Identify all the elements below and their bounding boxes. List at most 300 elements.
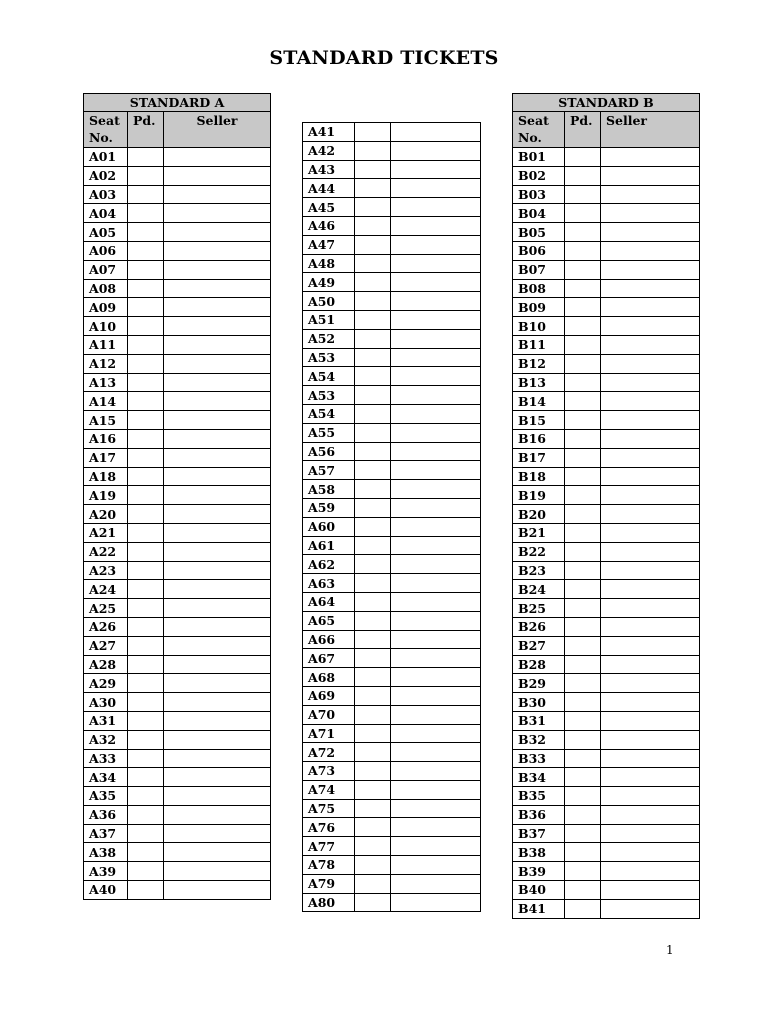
- seat-number-cell: B18: [513, 467, 565, 486]
- seller-cell[interactable]: [601, 899, 700, 918]
- seller-cell[interactable]: [391, 179, 481, 198]
- seller-cell[interactable]: [391, 498, 481, 517]
- table-row: [303, 705, 481, 724]
- paid-cell[interactable]: [565, 223, 601, 242]
- paid-cell[interactable]: [565, 486, 601, 505]
- paid-cell[interactable]: [128, 617, 164, 636]
- paid-cell[interactable]: [355, 818, 391, 837]
- table-row: [303, 893, 481, 912]
- seller-header: Seller: [601, 112, 700, 148]
- paid-cell[interactable]: [565, 580, 601, 599]
- paid-cell[interactable]: [128, 787, 164, 806]
- paid-cell[interactable]: [565, 636, 601, 655]
- seller-cell[interactable]: [164, 279, 271, 298]
- paid-cell[interactable]: [355, 273, 391, 292]
- seller-cell[interactable]: [601, 542, 700, 561]
- seat-number-cell: A48: [303, 254, 355, 273]
- paid-cell[interactable]: [565, 768, 601, 787]
- paid-cell[interactable]: [128, 881, 164, 900]
- seller-cell[interactable]: [391, 123, 481, 142]
- table-row: [303, 799, 481, 818]
- paid-cell[interactable]: [565, 599, 601, 618]
- paid-cell[interactable]: [355, 310, 391, 329]
- paid-cell[interactable]: [128, 768, 164, 787]
- seller-cell[interactable]: [391, 686, 481, 705]
- seller-cell[interactable]: [164, 335, 271, 354]
- paid-cell[interactable]: [355, 536, 391, 555]
- seat-number-cell: A80: [303, 893, 355, 912]
- paid-cell[interactable]: [565, 467, 601, 486]
- paid-cell[interactable]: [128, 674, 164, 693]
- seller-cell[interactable]: [164, 693, 271, 712]
- seller-cell[interactable]: [391, 856, 481, 875]
- seller-cell[interactable]: [391, 762, 481, 781]
- seller-cell[interactable]: [391, 592, 481, 611]
- table-row: [513, 260, 700, 279]
- paid-cell[interactable]: [128, 317, 164, 336]
- paid-cell[interactable]: [128, 693, 164, 712]
- table-row: [513, 843, 700, 862]
- seller-cell[interactable]: [164, 411, 271, 430]
- paid-cell[interactable]: [565, 185, 601, 204]
- seat-number-cell: B40: [513, 881, 565, 900]
- paid-cell[interactable]: [565, 523, 601, 542]
- seller-cell[interactable]: [391, 367, 481, 386]
- table-row: [303, 762, 481, 781]
- paid-cell[interactable]: [355, 686, 391, 705]
- seller-cell[interactable]: [601, 881, 700, 900]
- paid-cell[interactable]: [355, 574, 391, 593]
- seller-cell[interactable]: [601, 448, 700, 467]
- seller-cell[interactable]: [601, 298, 700, 317]
- seat-number-cell: B15: [513, 411, 565, 430]
- seller-cell[interactable]: [391, 574, 481, 593]
- seller-cell[interactable]: [164, 185, 271, 204]
- seller-cell[interactable]: [601, 862, 700, 881]
- paid-cell[interactable]: [565, 429, 601, 448]
- paid-cell[interactable]: [128, 411, 164, 430]
- seller-cell[interactable]: [601, 580, 700, 599]
- paid-cell[interactable]: [355, 743, 391, 762]
- table-row: [513, 787, 700, 806]
- paid-cell[interactable]: [355, 216, 391, 235]
- seller-cell[interactable]: [164, 505, 271, 524]
- paid-cell[interactable]: [565, 881, 601, 900]
- seller-cell[interactable]: [601, 166, 700, 185]
- seller-cell[interactable]: [601, 241, 700, 260]
- seller-cell[interactable]: [391, 799, 481, 818]
- paid-cell[interactable]: [355, 780, 391, 799]
- paid-cell[interactable]: [128, 392, 164, 411]
- paid-cell[interactable]: [565, 862, 601, 881]
- seller-cell[interactable]: [164, 843, 271, 862]
- seller-cell[interactable]: [164, 749, 271, 768]
- paid-cell[interactable]: [128, 185, 164, 204]
- seller-cell[interactable]: [601, 843, 700, 862]
- paid-cell[interactable]: [355, 762, 391, 781]
- seller-cell[interactable]: [391, 423, 481, 442]
- seat-number-cell: A35: [84, 787, 128, 806]
- table-row: [513, 467, 700, 486]
- paid-cell[interactable]: [565, 711, 601, 730]
- paid-cell[interactable]: [128, 542, 164, 561]
- paid-cell[interactable]: [565, 204, 601, 223]
- paid-cell[interactable]: [355, 348, 391, 367]
- seller-cell[interactable]: [391, 310, 481, 329]
- seller-cell[interactable]: [601, 768, 700, 787]
- paid-cell[interactable]: [565, 148, 601, 167]
- seller-cell[interactable]: [164, 580, 271, 599]
- paid-cell[interactable]: [128, 166, 164, 185]
- paid-cell[interactable]: [565, 787, 601, 806]
- paid-cell[interactable]: [128, 279, 164, 298]
- paid-cell[interactable]: [565, 843, 601, 862]
- seller-cell[interactable]: [391, 630, 481, 649]
- seat-number-cell: A09: [84, 298, 128, 317]
- paid-cell[interactable]: [355, 856, 391, 875]
- table-row: [513, 636, 700, 655]
- paid-cell[interactable]: [128, 843, 164, 862]
- seller-cell[interactable]: [164, 768, 271, 787]
- seller-cell[interactable]: [601, 486, 700, 505]
- paid-cell[interactable]: [355, 705, 391, 724]
- seller-cell[interactable]: [601, 693, 700, 712]
- seller-cell[interactable]: [601, 824, 700, 843]
- seller-header: Seller: [164, 112, 271, 148]
- seller-cell[interactable]: [164, 166, 271, 185]
- seller-cell[interactable]: [601, 805, 700, 824]
- paid-cell[interactable]: [355, 442, 391, 461]
- paid-cell[interactable]: [355, 179, 391, 198]
- seller-cell[interactable]: [601, 317, 700, 336]
- table-row: [513, 730, 700, 749]
- table-row: [303, 348, 481, 367]
- seller-cell[interactable]: [601, 561, 700, 580]
- paid-cell[interactable]: [128, 223, 164, 242]
- seller-cell[interactable]: [164, 317, 271, 336]
- paid-cell[interactable]: [128, 523, 164, 542]
- seat-number-cell: A07: [84, 260, 128, 279]
- seller-cell[interactable]: [391, 254, 481, 273]
- paid-cell[interactable]: [355, 555, 391, 574]
- paid-cell[interactable]: [355, 461, 391, 480]
- seat-number-cell: A54: [303, 404, 355, 423]
- paid-cell[interactable]: [565, 674, 601, 693]
- paid-cell[interactable]: [128, 241, 164, 260]
- table-row: [303, 874, 481, 893]
- seller-cell[interactable]: [601, 148, 700, 167]
- seller-cell[interactable]: [601, 467, 700, 486]
- seller-cell[interactable]: [391, 235, 481, 254]
- seller-cell[interactable]: [601, 260, 700, 279]
- seller-cell[interactable]: [164, 599, 271, 618]
- seller-cell[interactable]: [164, 298, 271, 317]
- table-row: [513, 899, 700, 918]
- seat-number-cell: A10: [84, 317, 128, 336]
- seller-cell[interactable]: [391, 724, 481, 743]
- seller-cell[interactable]: [164, 354, 271, 373]
- paid-cell[interactable]: [355, 837, 391, 856]
- seller-cell[interactable]: [601, 749, 700, 768]
- seat-number-cell: A75: [303, 799, 355, 818]
- seat-number-cell: A63: [303, 574, 355, 593]
- seller-cell[interactable]: [164, 448, 271, 467]
- paid-cell[interactable]: [355, 592, 391, 611]
- paid-cell[interactable]: [355, 498, 391, 517]
- paid-cell[interactable]: [565, 542, 601, 561]
- seller-cell[interactable]: [391, 517, 481, 536]
- paid-cell[interactable]: [355, 423, 391, 442]
- seat-number-cell: A71: [303, 724, 355, 743]
- seller-cell[interactable]: [601, 373, 700, 392]
- seller-cell[interactable]: [391, 705, 481, 724]
- seller-cell[interactable]: [164, 674, 271, 693]
- table-row: [84, 373, 271, 392]
- seller-cell[interactable]: [164, 204, 271, 223]
- table-row: [303, 216, 481, 235]
- seller-cell[interactable]: [164, 148, 271, 167]
- paid-cell[interactable]: [355, 630, 391, 649]
- seller-cell[interactable]: [164, 467, 271, 486]
- table-row: [303, 536, 481, 555]
- paid-cell[interactable]: [565, 260, 601, 279]
- paid-cell[interactable]: [565, 241, 601, 260]
- paid-cell[interactable]: [128, 805, 164, 824]
- table-row: [303, 404, 481, 423]
- seller-cell[interactable]: [391, 611, 481, 630]
- seller-cell[interactable]: [391, 348, 481, 367]
- seller-cell[interactable]: [164, 711, 271, 730]
- paid-cell[interactable]: [128, 655, 164, 674]
- seller-cell[interactable]: [164, 617, 271, 636]
- paid-cell[interactable]: [565, 298, 601, 317]
- paid-cell[interactable]: [355, 668, 391, 687]
- seller-cell[interactable]: [601, 599, 700, 618]
- paid-cell[interactable]: [565, 561, 601, 580]
- paid-cell[interactable]: [565, 392, 601, 411]
- table-row: [303, 367, 481, 386]
- seller-cell[interactable]: [164, 429, 271, 448]
- paid-cell[interactable]: [128, 354, 164, 373]
- seller-cell[interactable]: [391, 536, 481, 555]
- seller-cell[interactable]: [391, 141, 481, 160]
- seller-cell[interactable]: [601, 223, 700, 242]
- paid-cell[interactable]: [355, 254, 391, 273]
- seller-cell[interactable]: [164, 862, 271, 881]
- seller-cell[interactable]: [391, 273, 481, 292]
- seller-cell[interactable]: [164, 373, 271, 392]
- paid-cell[interactable]: [128, 429, 164, 448]
- paid-cell[interactable]: [565, 693, 601, 712]
- paid-cell[interactable]: [128, 749, 164, 768]
- paid-cell[interactable]: [128, 505, 164, 524]
- paid-cell[interactable]: [565, 505, 601, 524]
- table-row: [303, 123, 481, 142]
- seller-cell[interactable]: [164, 636, 271, 655]
- seller-cell[interactable]: [391, 329, 481, 348]
- seller-cell[interactable]: [391, 216, 481, 235]
- seller-cell[interactable]: [601, 674, 700, 693]
- paid-cell[interactable]: [355, 874, 391, 893]
- seller-cell[interactable]: [391, 198, 481, 217]
- table-row: [303, 442, 481, 461]
- seller-cell[interactable]: [164, 523, 271, 542]
- seller-cell[interactable]: [164, 542, 271, 561]
- paid-cell[interactable]: [565, 373, 601, 392]
- seller-cell[interactable]: [391, 893, 481, 912]
- seller-cell[interactable]: [391, 837, 481, 856]
- paid-cell[interactable]: [355, 724, 391, 743]
- paid-cell[interactable]: [128, 260, 164, 279]
- paid-cell[interactable]: [565, 448, 601, 467]
- seller-cell[interactable]: [391, 292, 481, 311]
- seat-number-cell: A04: [84, 204, 128, 223]
- paid-cell[interactable]: [565, 730, 601, 749]
- paid-cell[interactable]: [565, 805, 601, 824]
- paid-cell[interactable]: [355, 611, 391, 630]
- seller-cell[interactable]: [391, 874, 481, 893]
- paid-cell[interactable]: [565, 655, 601, 674]
- seller-cell[interactable]: [391, 442, 481, 461]
- paid-cell[interactable]: [565, 335, 601, 354]
- seller-cell[interactable]: [391, 480, 481, 499]
- paid-cell[interactable]: [565, 411, 601, 430]
- seller-cell[interactable]: [164, 223, 271, 242]
- paid-cell[interactable]: [355, 893, 391, 912]
- seller-cell[interactable]: [601, 636, 700, 655]
- seller-cell[interactable]: [164, 392, 271, 411]
- paid-cell[interactable]: [128, 580, 164, 599]
- seller-cell[interactable]: [601, 185, 700, 204]
- seat-number-cell: B29: [513, 674, 565, 693]
- seller-cell[interactable]: [391, 160, 481, 179]
- paid-cell[interactable]: [355, 404, 391, 423]
- seat-number-cell: A53: [303, 348, 355, 367]
- paid-cell[interactable]: [355, 367, 391, 386]
- table-row: [84, 711, 271, 730]
- paid-cell[interactable]: [355, 386, 391, 405]
- paid-cell[interactable]: [128, 824, 164, 843]
- paid-cell[interactable]: [565, 279, 601, 298]
- seller-cell[interactable]: [391, 668, 481, 687]
- seat-number-cell: A41: [303, 123, 355, 142]
- paid-cell[interactable]: [128, 561, 164, 580]
- table-row: [303, 649, 481, 668]
- seller-cell[interactable]: [164, 881, 271, 900]
- seller-cell[interactable]: [601, 279, 700, 298]
- seller-cell[interactable]: [391, 555, 481, 574]
- paid-cell[interactable]: [128, 298, 164, 317]
- table-row: [303, 141, 481, 160]
- seller-cell[interactable]: [164, 805, 271, 824]
- seller-cell[interactable]: [601, 204, 700, 223]
- table-row: [303, 837, 481, 856]
- paid-cell[interactable]: [355, 799, 391, 818]
- table-row: [513, 448, 700, 467]
- paid-cell[interactable]: [128, 636, 164, 655]
- paid-cell[interactable]: [128, 486, 164, 505]
- seller-cell[interactable]: [164, 260, 271, 279]
- paid-cell[interactable]: [128, 148, 164, 167]
- paid-cell[interactable]: [128, 599, 164, 618]
- paid-cell[interactable]: [355, 235, 391, 254]
- seller-cell[interactable]: [391, 404, 481, 423]
- paid-cell[interactable]: [128, 730, 164, 749]
- seller-cell[interactable]: [601, 335, 700, 354]
- seat-number-cell: B37: [513, 824, 565, 843]
- seller-cell[interactable]: [601, 429, 700, 448]
- paid-cell[interactable]: [355, 517, 391, 536]
- seller-cell[interactable]: [601, 505, 700, 524]
- paid-cell[interactable]: [565, 354, 601, 373]
- seller-cell[interactable]: [601, 711, 700, 730]
- seller-cell[interactable]: [164, 561, 271, 580]
- table-row: [303, 329, 481, 348]
- paid-cell[interactable]: [565, 899, 601, 918]
- seller-cell[interactable]: [164, 787, 271, 806]
- paid-cell[interactable]: [128, 204, 164, 223]
- paid-cell[interactable]: [128, 373, 164, 392]
- seller-cell[interactable]: [601, 655, 700, 674]
- paid-cell[interactable]: [565, 824, 601, 843]
- paid-cell[interactable]: [355, 480, 391, 499]
- seller-cell[interactable]: [601, 354, 700, 373]
- seller-cell[interactable]: [391, 386, 481, 405]
- seller-cell[interactable]: [391, 461, 481, 480]
- seller-cell[interactable]: [164, 241, 271, 260]
- seller-cell[interactable]: [391, 649, 481, 668]
- table-row: [84, 655, 271, 674]
- seller-cell[interactable]: [601, 392, 700, 411]
- paid-cell[interactable]: [355, 329, 391, 348]
- paid-cell[interactable]: [355, 649, 391, 668]
- seller-cell[interactable]: [601, 787, 700, 806]
- paid-cell[interactable]: [355, 160, 391, 179]
- seller-cell[interactable]: [164, 655, 271, 674]
- seat-number-cell: A61: [303, 536, 355, 555]
- paid-cell[interactable]: [565, 166, 601, 185]
- seat-number-cell: B36: [513, 805, 565, 824]
- paid-cell[interactable]: [355, 292, 391, 311]
- paid-cell[interactable]: [128, 467, 164, 486]
- paid-cell[interactable]: [565, 617, 601, 636]
- seller-cell[interactable]: [601, 617, 700, 636]
- paid-cell[interactable]: [355, 141, 391, 160]
- paid-cell[interactable]: [355, 123, 391, 142]
- paid-cell[interactable]: [565, 317, 601, 336]
- paid-cell[interactable]: [128, 448, 164, 467]
- seller-cell[interactable]: [164, 824, 271, 843]
- seller-cell[interactable]: [601, 730, 700, 749]
- seller-cell[interactable]: [164, 730, 271, 749]
- seat-number-cell: A26: [84, 617, 128, 636]
- seller-cell[interactable]: [164, 486, 271, 505]
- seller-cell[interactable]: [391, 780, 481, 799]
- paid-cell[interactable]: [128, 335, 164, 354]
- seat-number-cell: A74: [303, 780, 355, 799]
- seller-cell[interactable]: [601, 523, 700, 542]
- paid-cell[interactable]: [128, 711, 164, 730]
- paid-cell[interactable]: [565, 749, 601, 768]
- seat-number-cell: B13: [513, 373, 565, 392]
- table-row: [303, 668, 481, 687]
- seller-cell[interactable]: [601, 411, 700, 430]
- paid-cell[interactable]: [128, 862, 164, 881]
- paid-cell[interactable]: [355, 198, 391, 217]
- seller-cell[interactable]: [391, 818, 481, 837]
- seller-cell[interactable]: [391, 743, 481, 762]
- table-row: [513, 693, 700, 712]
